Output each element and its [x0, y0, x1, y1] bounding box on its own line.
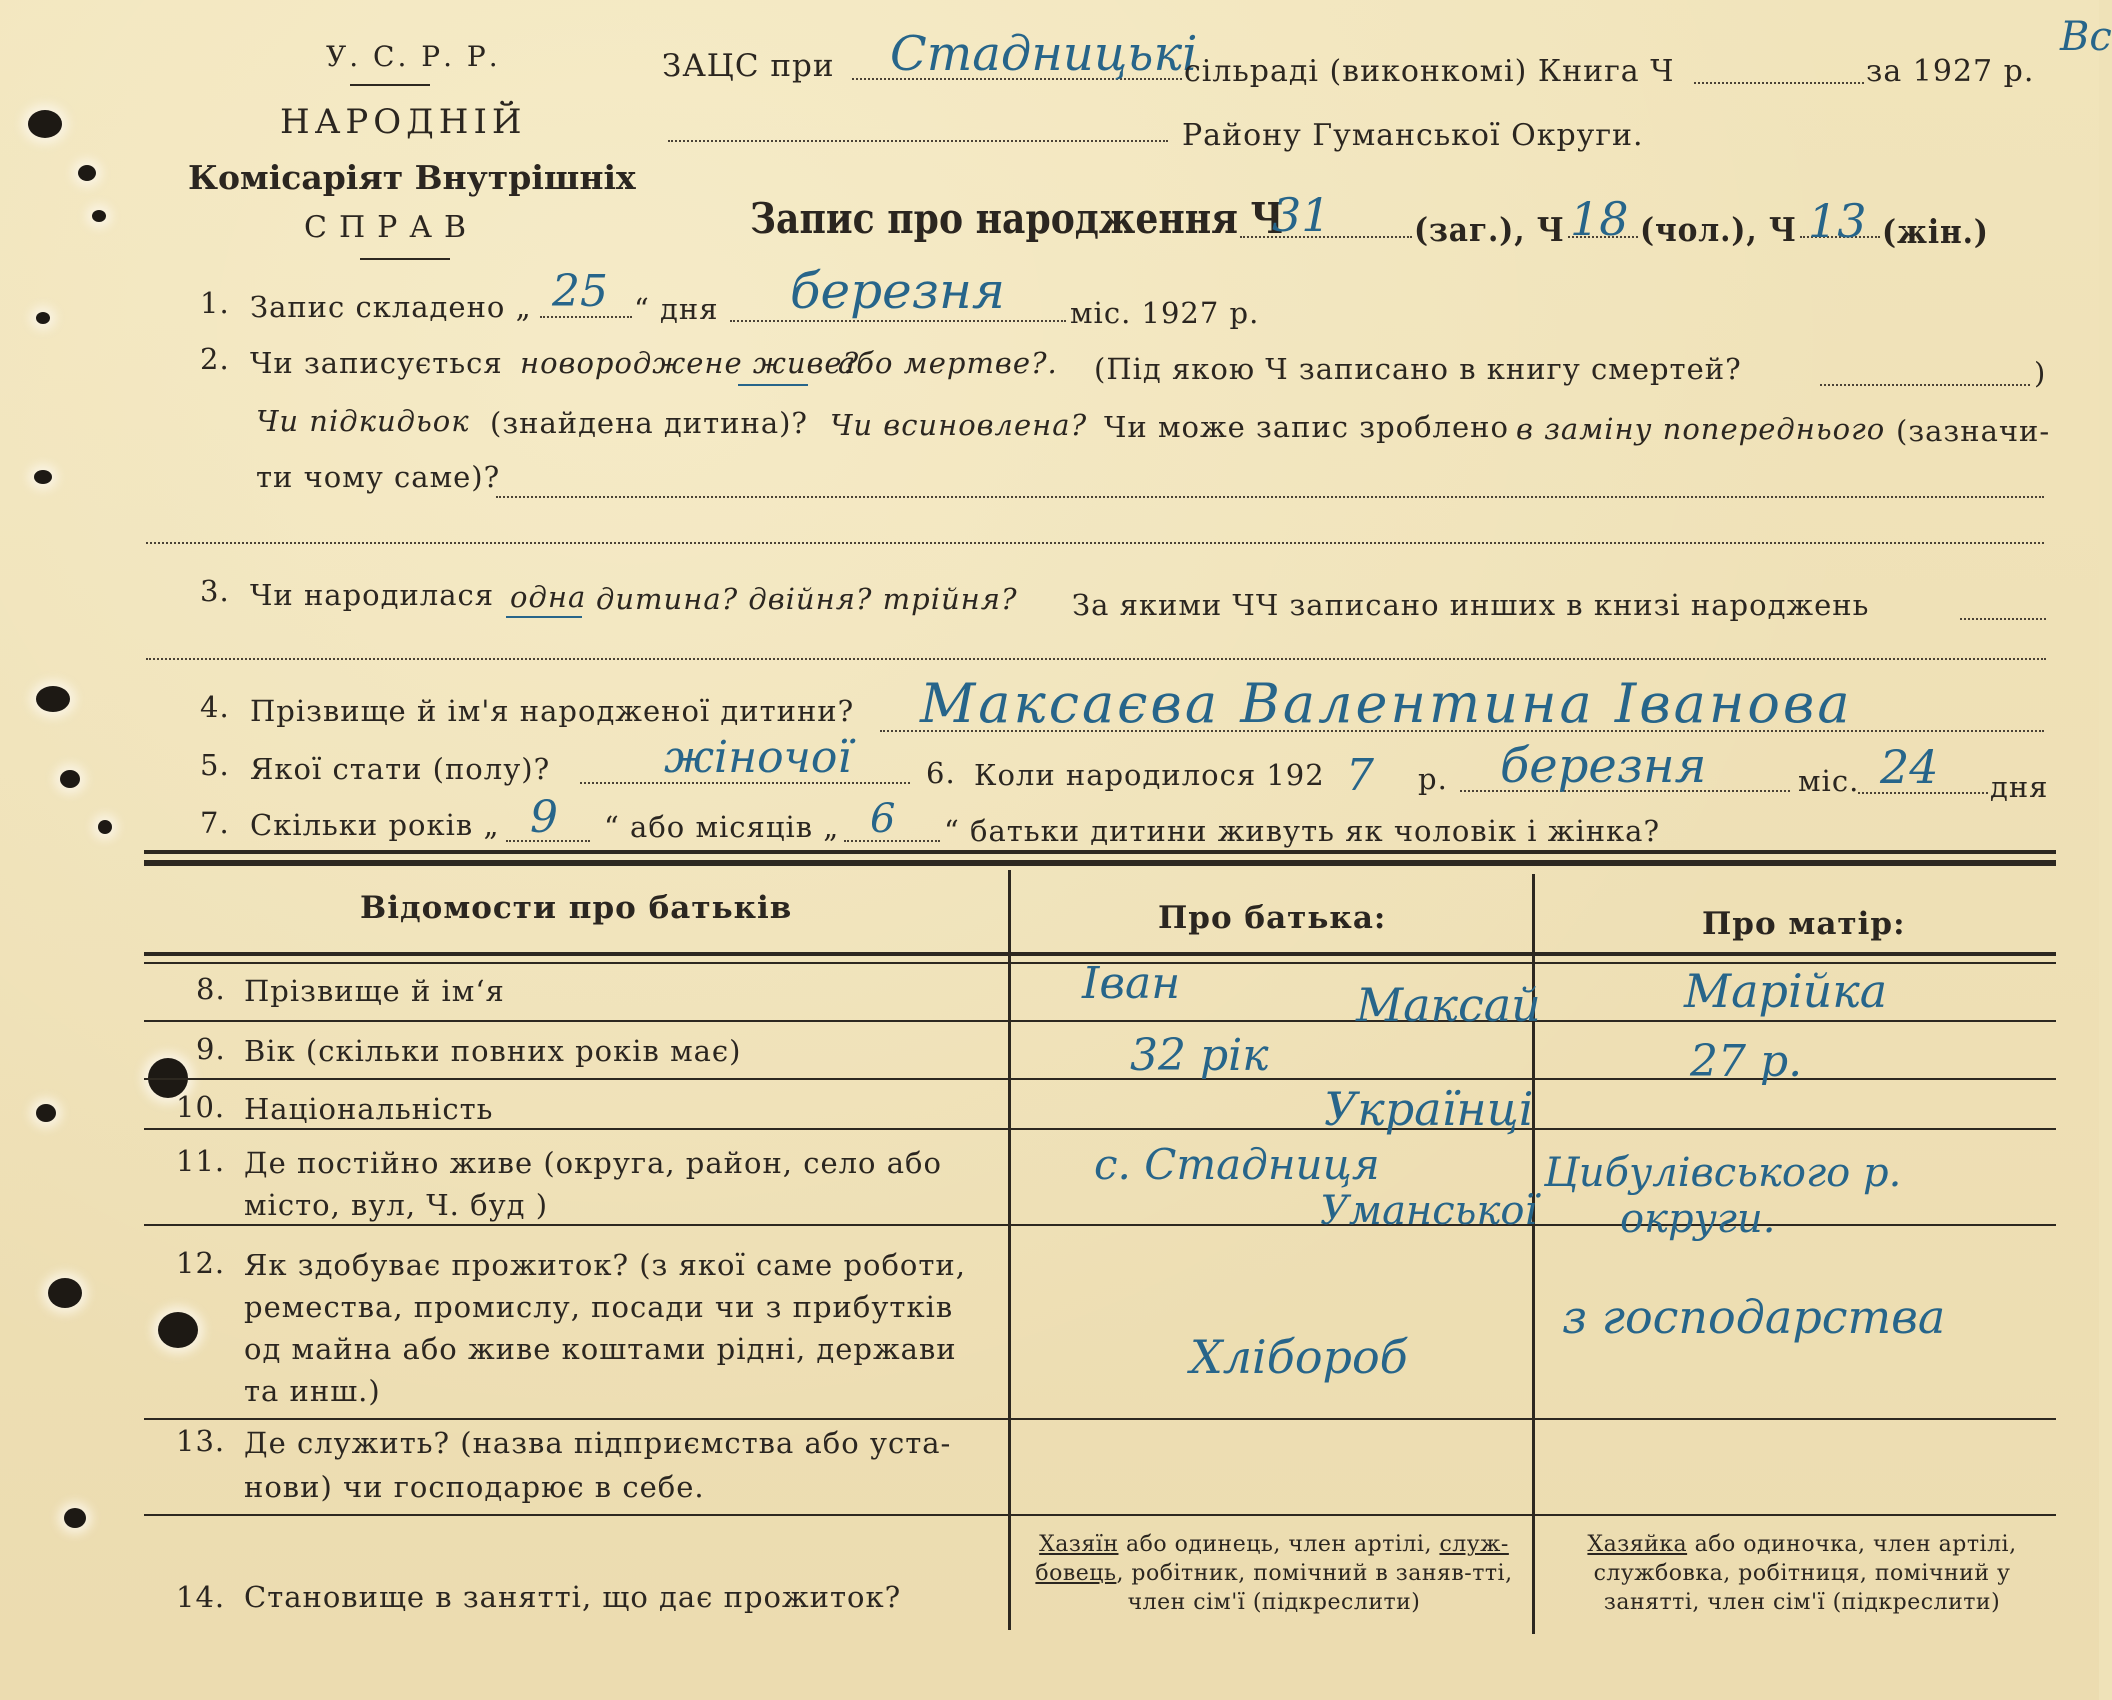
binder-hole: [36, 1104, 56, 1122]
row13-label-2: нови) чи господарює в себе.: [244, 1470, 705, 1504]
handwritten-male-num: 18: [1570, 192, 1629, 246]
row10-number: 10.: [176, 1090, 226, 1124]
table-row-rule: [144, 1514, 2056, 1516]
binder-hole: [28, 110, 62, 138]
q6-mis: міс.: [1798, 764, 1860, 798]
q4-number: 4.: [200, 690, 230, 724]
handwritten-sex: жіночої: [664, 732, 852, 783]
q2-c: або мертве?.: [838, 346, 1058, 380]
table-row-rule: [144, 1418, 2056, 1420]
handwritten-father-firstname: Іван: [1082, 958, 1181, 1009]
q7-c: “ батьки дитини живуть як чоловік і жінка?: [944, 814, 1661, 848]
rayon-label: Району Гуманської Округи.: [1182, 118, 1644, 153]
handwritten-corner: Вс: [2060, 14, 2112, 60]
q7-number: 7.: [200, 806, 230, 840]
handwritten-mother-address-2: округи.: [1620, 1196, 1776, 1242]
q2-a: Чи записується: [250, 346, 503, 380]
dotted-line: [730, 320, 1066, 322]
q2-d: (Під якою Ч записано в книгу смертей?: [1094, 352, 1742, 386]
row12-number: 12.: [176, 1246, 226, 1280]
handwritten-mother-age: 27 р.: [1690, 1036, 1803, 1087]
dotted-line: [1694, 82, 1864, 84]
record-title: Запис про народження Ч: [750, 194, 1284, 243]
table-row-rule: [144, 1020, 2056, 1022]
handwritten-month: березня: [790, 262, 1006, 320]
binder-hole: [98, 820, 112, 834]
header-divider: [350, 84, 430, 86]
status-underlined-employee-2: бовець: [1035, 1561, 1117, 1586]
row8-label: Прізвище й ім‘я: [244, 974, 505, 1008]
handwritten-years: 9: [530, 792, 558, 843]
q4-text: Прізвище й ім'я народженої дитини?: [250, 694, 855, 728]
dotted-line: [1820, 384, 2030, 386]
q7-a: Скільки років „: [250, 808, 500, 842]
handwritten-father-surname: Максай: [1356, 978, 1541, 1032]
status-text: або одинець, член артілі,: [1118, 1532, 1440, 1557]
binder-hole: [92, 210, 106, 222]
q3-number: 3.: [200, 574, 230, 608]
table-row-rule: [144, 1128, 2056, 1130]
q2-l2b: (знайдена дитина)?: [490, 406, 808, 440]
handwritten-mother-address: Цибулівського р.: [1544, 1150, 1902, 1196]
row9-label: Вік (скільки повних років має): [244, 1034, 742, 1068]
table-col-parents-info: Відомости про батьків: [360, 890, 793, 926]
handwritten-mother-occupation: з господарства: [1562, 1290, 1946, 1344]
table-col-father: Про батька:: [1158, 900, 1387, 936]
dotted-line: [146, 658, 2046, 660]
handwritten-father-age: 32 рік: [1130, 1030, 1269, 1081]
q6-r: р.: [1418, 762, 1448, 796]
handwritten-birth-day: 24: [1880, 740, 1939, 794]
title-chol: (чол.), Ч: [1640, 210, 1797, 249]
q2-e: ): [2034, 356, 2047, 390]
row14-number: 14.: [176, 1580, 226, 1614]
table-top-rule: [144, 860, 2056, 866]
handwritten-child-name: Максаєва Валентина Іванова: [920, 672, 1853, 735]
status-underlined-owner: Хазяїн: [1039, 1532, 1119, 1557]
dotted-line: [1960, 618, 2046, 620]
dotted-line: [496, 496, 2044, 498]
handwritten-village: Стадницькі: [890, 26, 1198, 82]
dotted-line: [146, 542, 2044, 544]
ussr-label: У. С. Р. Р.: [326, 40, 501, 73]
handwritten-female-num: 13: [1808, 194, 1867, 248]
row12-label-3: од майна або живе коштами рідні, держави: [244, 1332, 957, 1366]
title-zhin: (жін.): [1882, 212, 1989, 251]
binder-hole: [48, 1278, 82, 1308]
table-header-rule: [144, 952, 2056, 956]
status-text: , робітник, помічний в заняв-тті, член сім'ї (підкреслити): [1116, 1561, 1513, 1615]
handwritten-months: 6: [870, 796, 896, 842]
silradi-label: сільраді (виконкомі) Книга Ч: [1184, 54, 1675, 89]
q2-l2e: в заміну попереднього: [1516, 412, 1886, 446]
binder-hole: [34, 470, 52, 484]
row11-label: Де постійно живе (округа, район, село або: [244, 1146, 942, 1180]
row12-label: Як здобуває прожиток? (з якої саме роботи,: [244, 1248, 966, 1282]
q2-l2f: (зазначи-: [1896, 414, 2051, 448]
q1-mis: міс. 1927 р.: [1070, 296, 1260, 330]
binder-hole: [36, 686, 70, 712]
status-underlined-owner: Хазяйка: [1587, 1532, 1688, 1557]
year-label: за 1927 р.: [1866, 54, 2035, 89]
binder-hole: [60, 770, 80, 788]
zags-prefix: ЗАЦС при: [662, 48, 835, 84]
row8-number: 8.: [196, 972, 226, 1006]
q3-b: одна: [510, 580, 587, 614]
dotted-line: [668, 140, 1168, 142]
row11-label-2: місто, вул, Ч. буд ): [244, 1188, 549, 1222]
status-underlined-employee: служ-: [1439, 1532, 1509, 1557]
header-divider: [360, 258, 450, 260]
q5-text: Якої стати (полу)?: [250, 752, 551, 786]
q6-number: 6.: [926, 756, 956, 790]
handwritten-total-num: 31: [1272, 188, 1331, 242]
row11-number: 11.: [176, 1144, 226, 1178]
q2-l2a: Чи підкидьок: [256, 404, 470, 438]
handwritten-mother-name: Марійка: [1684, 964, 1888, 1018]
q5-number: 5.: [200, 748, 230, 782]
handwritten-father-address-2: Уманської: [1320, 1188, 1538, 1234]
handwritten-birth-month: березня: [1500, 738, 1707, 794]
binder-hole: [64, 1508, 86, 1528]
binder-hole: [78, 165, 96, 181]
q7-b: “ або місяців „: [604, 810, 840, 844]
row12-label-4: та инш.): [244, 1374, 381, 1408]
q2-number: 2.: [200, 342, 230, 376]
underline-mark: [738, 384, 808, 386]
status-text: або одиночка, член артілі, службовка, робітниця, помічний у занятті, член сім'ї (підкреслити): [1593, 1532, 2017, 1615]
row12-label-2: ремества, промислу, посади чи з прибутків: [244, 1290, 954, 1324]
q6-dnya: дня: [1990, 770, 2049, 804]
binder-hole: [36, 312, 50, 324]
row9-number: 9.: [196, 1032, 226, 1066]
row14-label: Становище в занятті, що дає прожиток?: [244, 1580, 902, 1614]
title-zag: (заг.), Ч: [1414, 210, 1565, 249]
table-top-rule: [144, 850, 2056, 854]
father-occupation-status: [1024, 1530, 1524, 1617]
mother-occupation-status: [1552, 1530, 2052, 1617]
row10-label: Національність: [244, 1092, 494, 1126]
q3-d: За якими ЧЧ записано инших в книзі народжень: [1072, 588, 1870, 622]
narodniy-label: НАРОДНІЙ: [280, 102, 527, 142]
q3-c: дитина? двійня? трійня?: [596, 582, 1018, 616]
handwritten-father-address: с. Стадниця: [1094, 1140, 1380, 1189]
row13-label: Де служить? (назва підприємства або уста-: [244, 1426, 952, 1460]
handwritten-nationality: Українці: [1324, 1082, 1534, 1136]
q1-number: 1.: [200, 286, 230, 320]
handwritten-day: 25: [552, 266, 608, 317]
q2-l2d: Чи може запис зроблено: [1104, 410, 1509, 444]
q1-dnya: “ дня: [634, 292, 719, 326]
q3-a: Чи народилася: [250, 578, 495, 612]
sprav-label: СПРАВ: [304, 210, 479, 245]
q6-text: Коли народилося 192: [974, 758, 1325, 792]
q1-text: Запис складено „: [250, 290, 532, 324]
q2-l3: ти чому саме)?: [256, 460, 501, 494]
handwritten-birth-year: 7: [1346, 750, 1374, 801]
table-vline: [1008, 870, 1011, 1630]
handwritten-father-occupation: Хлібороб: [1190, 1330, 1408, 1384]
q2-l2c: Чи всиновлена?: [830, 408, 1088, 442]
table-col-mother: Про матір:: [1702, 906, 1906, 942]
komisariat-label: Комісаріят Внутрішніх: [188, 158, 636, 197]
q2-b: новороджене живе?: [520, 346, 860, 380]
row13-number: 13.: [176, 1424, 226, 1458]
binder-hole: [158, 1312, 198, 1348]
underline-mark: [506, 616, 582, 618]
